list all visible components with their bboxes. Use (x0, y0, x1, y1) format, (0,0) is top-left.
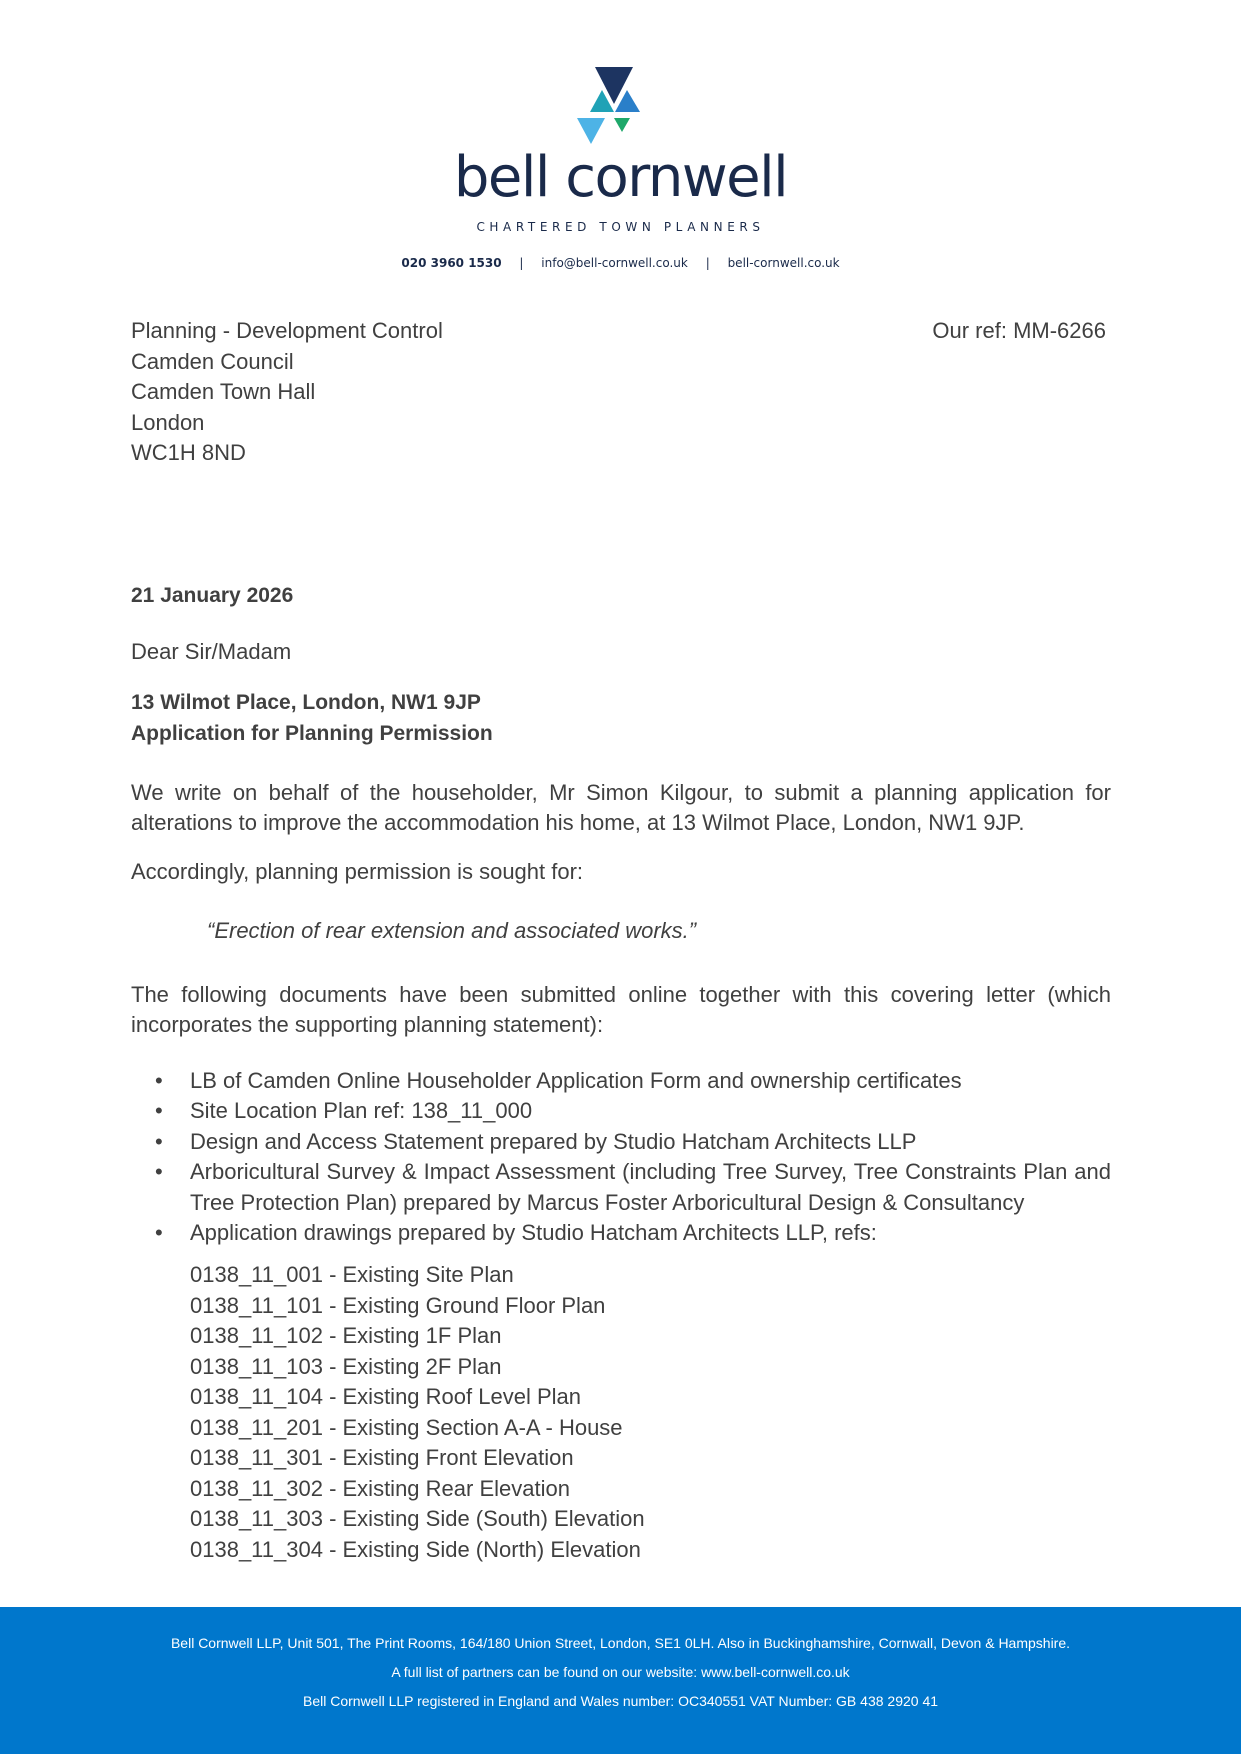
drawing-item: 0138_11_102 - Existing 1F Plan (190, 1323, 502, 1348)
footer-partners: A full list of partners can be found on our website: www.bell-cornwell.co.uk (391, 1664, 850, 1680)
email-link[interactable]: info@bell-cornwell.co.uk (541, 256, 688, 270)
drawing-item: 0138_11_101 - Existing Ground Floor Plan (190, 1292, 606, 1318)
drawing-item: 0138_11_201 - Existing Section A-A - House (190, 1414, 623, 1440)
list-item (131, 1127, 1111, 1157)
recipient-address (131, 316, 443, 469)
address-line: Planning - Development Control (131, 318, 443, 343)
phone-number: 020 3960 1530 (401, 256, 502, 270)
drawing-item: 0138_11_303 - Existing Side (South) Elevation (190, 1506, 645, 1531)
list-item-text: Site Location Plan ref: 138_11_000 (190, 1098, 533, 1124)
footer-registration: Bell Cornwell LLP registered in England and Wales number: OC340551 VAT Number: GB 438 2920 41 (302, 1693, 939, 1709)
address-line: Camden Town Hall (131, 379, 316, 404)
logo-tagline: CHARTERED TOWN PLANNERS (476, 220, 765, 234)
drawing-item: 0138_11_104 - Existing Roof Level Plan (190, 1384, 581, 1409)
list-item (131, 1157, 1111, 1218)
bullet-icon: • (155, 1068, 163, 1093)
drawings-list (190, 1260, 645, 1565)
logo-wordmark: bell cornwell (453, 145, 788, 210)
list-item-text: Design and Access Statement prepared by Studio Hatcham Architects LLP (190, 1128, 917, 1154)
our-reference: Our ref: MM-6266 (932, 318, 1106, 343)
subject-title: Application for Planning Permission (131, 722, 493, 745)
address-line: London (131, 409, 205, 435)
list-item-text: Application drawings prepared by Studio Hatcham Architects LLP, refs: (190, 1220, 877, 1246)
drawing-item: 0138_11_304 - Existing Side (North) Elevation (190, 1536, 641, 1562)
salutation: Dear Sir/Madam (131, 639, 292, 664)
documents-list (131, 1066, 1111, 1248)
drawing-item: 0138_11_302 - Existing Rear Elevation (190, 1475, 570, 1501)
contact-line (0, 256, 1241, 270)
logo-triangle-light-blue (577, 118, 605, 144)
address-line: WC1H 8ND (131, 440, 246, 465)
bullet-icon: • (155, 1098, 163, 1124)
list-item (131, 1096, 1111, 1126)
subject-heading (131, 687, 493, 749)
drawing-item: 0138_11_103 - Existing 2F Plan (190, 1353, 502, 1379)
permission-paragraph: Accordingly, planning permission is sought for: (131, 859, 584, 884)
proposal-quote: “Erection of rear extension and associated works.” (207, 918, 697, 943)
subject-address: 13 Wilmot Place, London, NW1 9JP (131, 691, 481, 714)
list-item-text: LB of Camden Online Householder Application Form and ownership certificates (190, 1068, 962, 1093)
letter-footer (0, 1607, 1241, 1754)
drawing-item: 0138_11_301 - Existing Front Elevation (190, 1445, 574, 1470)
list-item-text: Arboricultural Survey & Impact Assessment (including Tree Survey, Tree Constraints Plan and Tree Protection Plan) prepared by Marcus Foster Arboricultural Design & Consultancy (190, 1159, 1111, 1215)
documents-intro-paragraph: The following documents have been submitted online together with this covering letter (which incorporates the supporting planning statement): (131, 982, 1111, 1037)
intro-paragraph: We write on behalf of the householder, Mr Simon Kilgour, to submit a planning application for alterations to improve the accommodation his home, at 13 Wilmot Place, London, NW1 9JP. (131, 780, 1111, 835)
bullet-icon: • (155, 1159, 163, 1185)
letter-date: 21 January 2026 (131, 584, 294, 607)
drawing-item: 0138_11_001 - Existing Site Plan (190, 1262, 514, 1287)
list-item (131, 1066, 1111, 1096)
contact-separator: | (705, 256, 710, 270)
list-item (131, 1218, 1111, 1248)
contact-separator: | (519, 256, 524, 270)
address-line: Camden Council (131, 348, 294, 374)
bullet-icon: • (155, 1128, 163, 1154)
footer-address: Bell Cornwell LLP, Unit 501, The Print Rooms, 164/180 Union Street, London, SE1 0LH. Also in Buckinghamshire, Cornwall, Devon & Hampshire. (170, 1635, 1071, 1651)
logo-triangle-green (614, 118, 630, 132)
website-link[interactable]: bell-cornwell.co.uk (727, 256, 840, 270)
bell-cornwell-logo-mark (576, 64, 666, 154)
bullet-icon: • (155, 1220, 163, 1246)
